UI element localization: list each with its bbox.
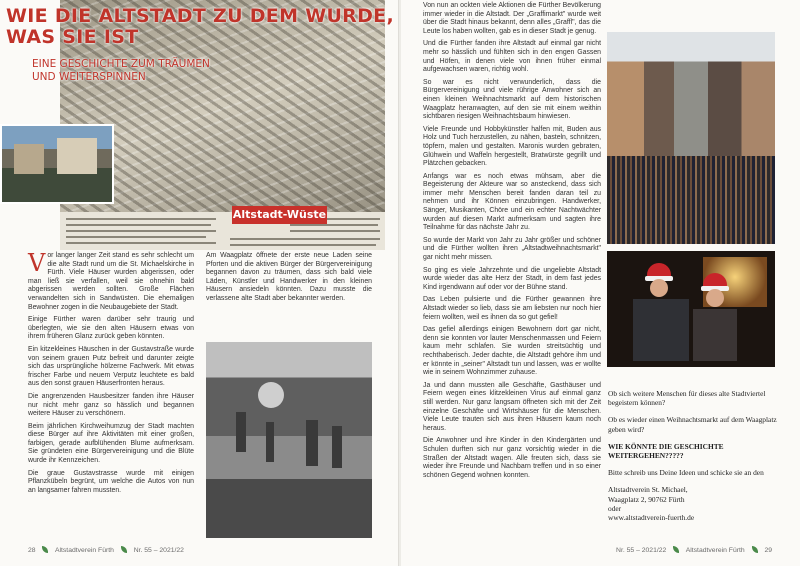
website-link[interactable]: www.altstadtverein-fuerth.de [608,513,695,523]
page-number: 29 [764,547,772,554]
clipping-text-block [60,212,385,250]
right-footer [616,546,772,554]
leaf-icon [42,546,48,553]
question: Ob es wieder einen Weihnachtsmarkt auf dem Waagplatz geben wird? [608,415,777,434]
paragraph: Viele Freunde und Hobbykünstler halfen mit, Buden aus Holz und Tuch herzustellen, zu nähen, basteln, schnitzen, töpfern, malen und gestalten. Maronis wurden gebraten, Glühwein und Waffeln hergestellt, Bratwürste gegrillt und Plätzchen gebacken. [423,125,601,168]
right-page [401,0,800,566]
question: Ob sich weitere Menschen für dieses alte Stadtviertel begeistern können? [608,389,766,408]
right-text-column [423,2,601,484]
vendor-face [650,279,668,297]
paragraph: Einige Fürther waren darüber sehr traurig und überlegten, wie sie den alten Häusern etwas von ihrem früheren Glanz zurück geben könnten. [28,316,194,341]
vendor-figure [693,309,737,361]
paragraph: Das gefiel allerdings einigen Bewohnern dort gar nicht, denn sie konnten vor lauter Menschenmassen und Feiern kaum mehr schlafen. Sie wurden streitsüchtig und rechthaberisch. Jeder dachte, die Altstadt gehöre ihm und er könnte in „seiner" Altstadt tun und lassen, was er wollte wie in seinem Wohnzimmer zuhause. [423,326,601,377]
publication-name: Altstadtverein Fürth [54,547,114,554]
left-footer [28,546,184,554]
clipping-headline-badge: Altstadt-Wüste [232,206,327,224]
paragraph: So ging es viele Jahrzehnte und die ungeliebte Altstadt wurde wieder das alte Herz der Stadt, in dem fast jedes Kind irgendwann auf oder vor der Bühne stand. [423,266,601,291]
leaf-icon [752,546,758,553]
paragraph: Ein kitzekleines Häuschen in der Gustavstraße wurde von seinem grauen Putz befreit und darunter zeigte sich das ursprüngliche hölzerne Fachwerk. Mit etwas frischer Farbe und neuem Verputz leuchtete es bald aus den sonst grauen Häuserfronten heraus. [28,345,194,388]
vendor-face [706,289,724,307]
paragraph: Beim jährlichen Kirchweihumzug der Stadt machten diese Bürger auf ihre Aktivitäten mit einer großen, farbigen, gerade aufblühenden Blume aufmerksam. Sie gründeten eine Bürgervereinigung und die Blüte wurde ihr Kennzeichen. [28,422,194,465]
article-subtitle [32,58,210,84]
article-title [6,6,394,48]
address-name: Altstadtverein St. Michael, [608,485,688,495]
paragraph: So war es nicht verwunderlich, dass die Bürgervereinigung und viele rührige Anwohner sich an einen kleinen Weihnachtsmarkt auf dem historischen Waagplatz heranwagten, auf den sie mit einem weithin sichtbaren riesigen Weihnachtsbaum hinwiesen. [423,78,601,121]
left-page [0,0,399,566]
paragraph: Am Waagplatz öffnete der erste neue Laden seine Pforten und die aktiven Bürger der Bürgervereinigung begannen davon zu träumen, dass sich bald viele Läden, Künstler und Handwerker in den kleinen Häusern ansiedeln könnten. Dazu musste die verlassene alte Stadt aber bekannter werden. [206,252,372,302]
issue-label: Nr. 55 – 2021/22 [616,547,667,554]
parade-figure [266,422,274,462]
reader-questions [608,389,778,522]
paragraph: Von nun an ockten viele Aktionen die Fürther Bevölkerung immer wieder in die Altstadt. Der „Graffimarkt" wurde weit über die Stadt hinaus bekannt, denn alles „Graffl", das die Leute los haben wollten, gab es in dieser Stadt je genug. [423,2,601,35]
santa-hat [647,263,671,277]
address-street: Waagplatz 2, 90762 Fürth [608,494,685,504]
article-subtitle-line-1: EINE GESCHICHTE ZUM TRÄUMEN [32,58,210,70]
parade-figure [306,420,318,466]
article-title-line-2: WAS SIE IST [6,26,139,48]
paragraph: Die Anwohner und ihre Kinder in den Kindergärten und Schulen durften sich nur ganz vorsichtig wieder in die Straßen der Altstadt wagen. Alle freuten sich, dass sie wieder ihre Freunde und Nachbarn treffen und in so einer schönen Gegend wohnen konnten. [423,437,601,479]
address-or: oder [608,503,622,513]
issue-label: Nr. 55 – 2021/22 [133,547,184,554]
leaf-icon [121,546,127,553]
address-block [608,485,778,522]
vendor-figure [633,299,689,361]
paragraph: Anfangs war es noch etwas mühsam, aber die Begeisterung der Akteure war so ansteckend, dass sich immer mehr Menschen bereit fanden daran teil zu nehmen und ihr Können einzubringen. Handwerker, Sänger, Musikanten, Chöre und ein echter Nachtwächter wurden auf diesen Markt aufmerksam und sagten ihre Teilnahme für das nächste Jahr zu. [423,172,601,232]
article-title-line-1: WIE DIE ALTSTADT ZU DEM WURDE, [6,5,394,27]
paragraph: Ja und dann mussten alle Geschäfte, Gasthäuser und Feiern wegen eines klitzekleinen Virus auf einmal ganz still werden. Nur ganz langsam öffneten sich mit der Zeit einzelne Geschäfte und Wirtshäuser für die Menschen. Viele Leute trauten sich aus ihren Häusern kaum noch heraus. [423,381,601,432]
left-text-column-2 [206,252,372,308]
inset-house-right [57,138,97,174]
paragraph: Vor langer langer Zeit stand es sehr schlecht um die alte Stadt rund um die St. Michaelskirche in Fürth. Viele Häuser wurden abgerissen, oder man ließ sie verfallen, weil sie ohnehin bald abgerissen werden sollten. Große Flächen verwandelten sich in Sandwüsten. Die ehemaligen Bewohner zogen in die Neubaugebiete der Stadt. [28,249,194,311]
paragraph: So wurde der Markt von Jahr zu Jahr größer und schöner und die Fürther wollten ihren „Altstadtweihnachtsmarkt" gar nicht mehr missen. [423,236,601,262]
christmas-market-street-photo [607,32,775,244]
left-text-column-1 [28,249,194,499]
paragraph: Die angrenzenden Hausbesitzer fanden ihre Häuser nur nicht mehr ganz so hässlich und begannen weitere Häuser zu verschönern. [28,392,194,418]
parade-figure [332,426,342,468]
paragraph: Das Leben pulsierte und die Fürther gewannen ihre Altstadt wieder so lieb, dass sie am liebsten nur noch hier feiern wollten, weil es ihnen da so gut gefiel! [423,296,601,321]
parade-photo [206,342,372,538]
article-subtitle-line-2: UND WEITERSPINNEN [32,71,146,83]
publication-name: Altstadtverein Fürth [685,547,745,554]
leaf-icon [673,546,679,553]
paragraph: Und die Fürther fanden ihre Altstadt auf einmal gar nicht mehr so hässlich und fühlten sich in den engen Gassen und Höfen, in denen viele von ihnen früher einmal aufgewachsen waren, richtig wohl. [423,40,601,74]
inset-house-left [14,144,44,174]
crowd [607,156,775,244]
call-to-action: Bitte schreib uns Deine Ideen und schicke sie an den [608,468,764,478]
parade-flower-float [258,382,284,408]
paragraph: Die graue Gustavstrasse wurde mit einigen Pflanzkübeln begrünt, um welche die Autos von nun an langsamer fahren mussten. [28,469,194,494]
old-houses-inset-photo [0,124,114,204]
market-booth-photo [607,251,775,367]
question-headline: WIE KÖNNTE DIE GESCHICHTE WEITERGEHEN????? [608,441,724,461]
drop-cap: V [28,249,46,277]
parade-figure [236,412,246,452]
page-number: 28 [28,547,36,554]
